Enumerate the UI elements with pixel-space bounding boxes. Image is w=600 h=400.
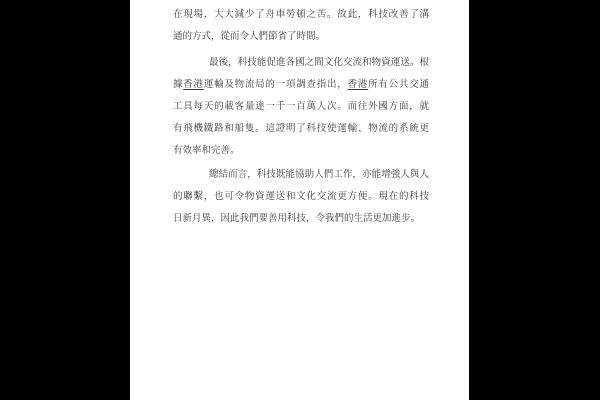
text-line [173,118,429,140]
underlined-term-hong-kong: 香港 [347,79,369,90]
essay-body [173,4,429,230]
text-segment: 據 [173,79,184,90]
text-line [173,26,429,48]
text-line [173,96,429,118]
text-line [173,140,429,162]
paragraph [173,52,429,162]
text-segment: 有飛機鐵路和船隻。這證明了科技使運輸、物流的系統更 [173,123,429,134]
text-segment: 在現場，大大減少了舟車勞頓之苦。故此，科技改善了溝 [173,9,429,20]
text-segment: 最後，科技能促進各國之間文化交流和物資運送。根 [209,57,429,68]
text-segment: 總結而言，科技既能協助人們工作，亦能增強人與人 [209,169,429,180]
paragraph [173,4,429,48]
text-segment: 有效率和完善。 [173,145,240,156]
text-segment: 的聯繫，也可令物資運送和文化交流更方便。現在的科技 [173,191,429,202]
text-line [173,74,429,96]
text-segment: 通的方式，從而令人們節省了時間。 [173,31,326,42]
text-segment: 所有公共交通 [368,79,429,90]
text-line [173,186,429,208]
text-line [173,164,429,186]
text-line [173,52,429,74]
text-segment: 日新月異，因此我們要善用科技，令我們的生活更加進步。 [173,213,421,224]
text-segment: 運輸及物流局的一項調查指出， [203,79,348,90]
text-line [173,4,429,26]
document-page [130,0,469,400]
paragraph [173,164,429,230]
underlined-term-hong-kong: 香港 [183,79,204,90]
text-segment: 工具每天的載客量達一千一百萬人次。而往外國方面，就 [173,101,429,112]
text-line [173,208,429,230]
